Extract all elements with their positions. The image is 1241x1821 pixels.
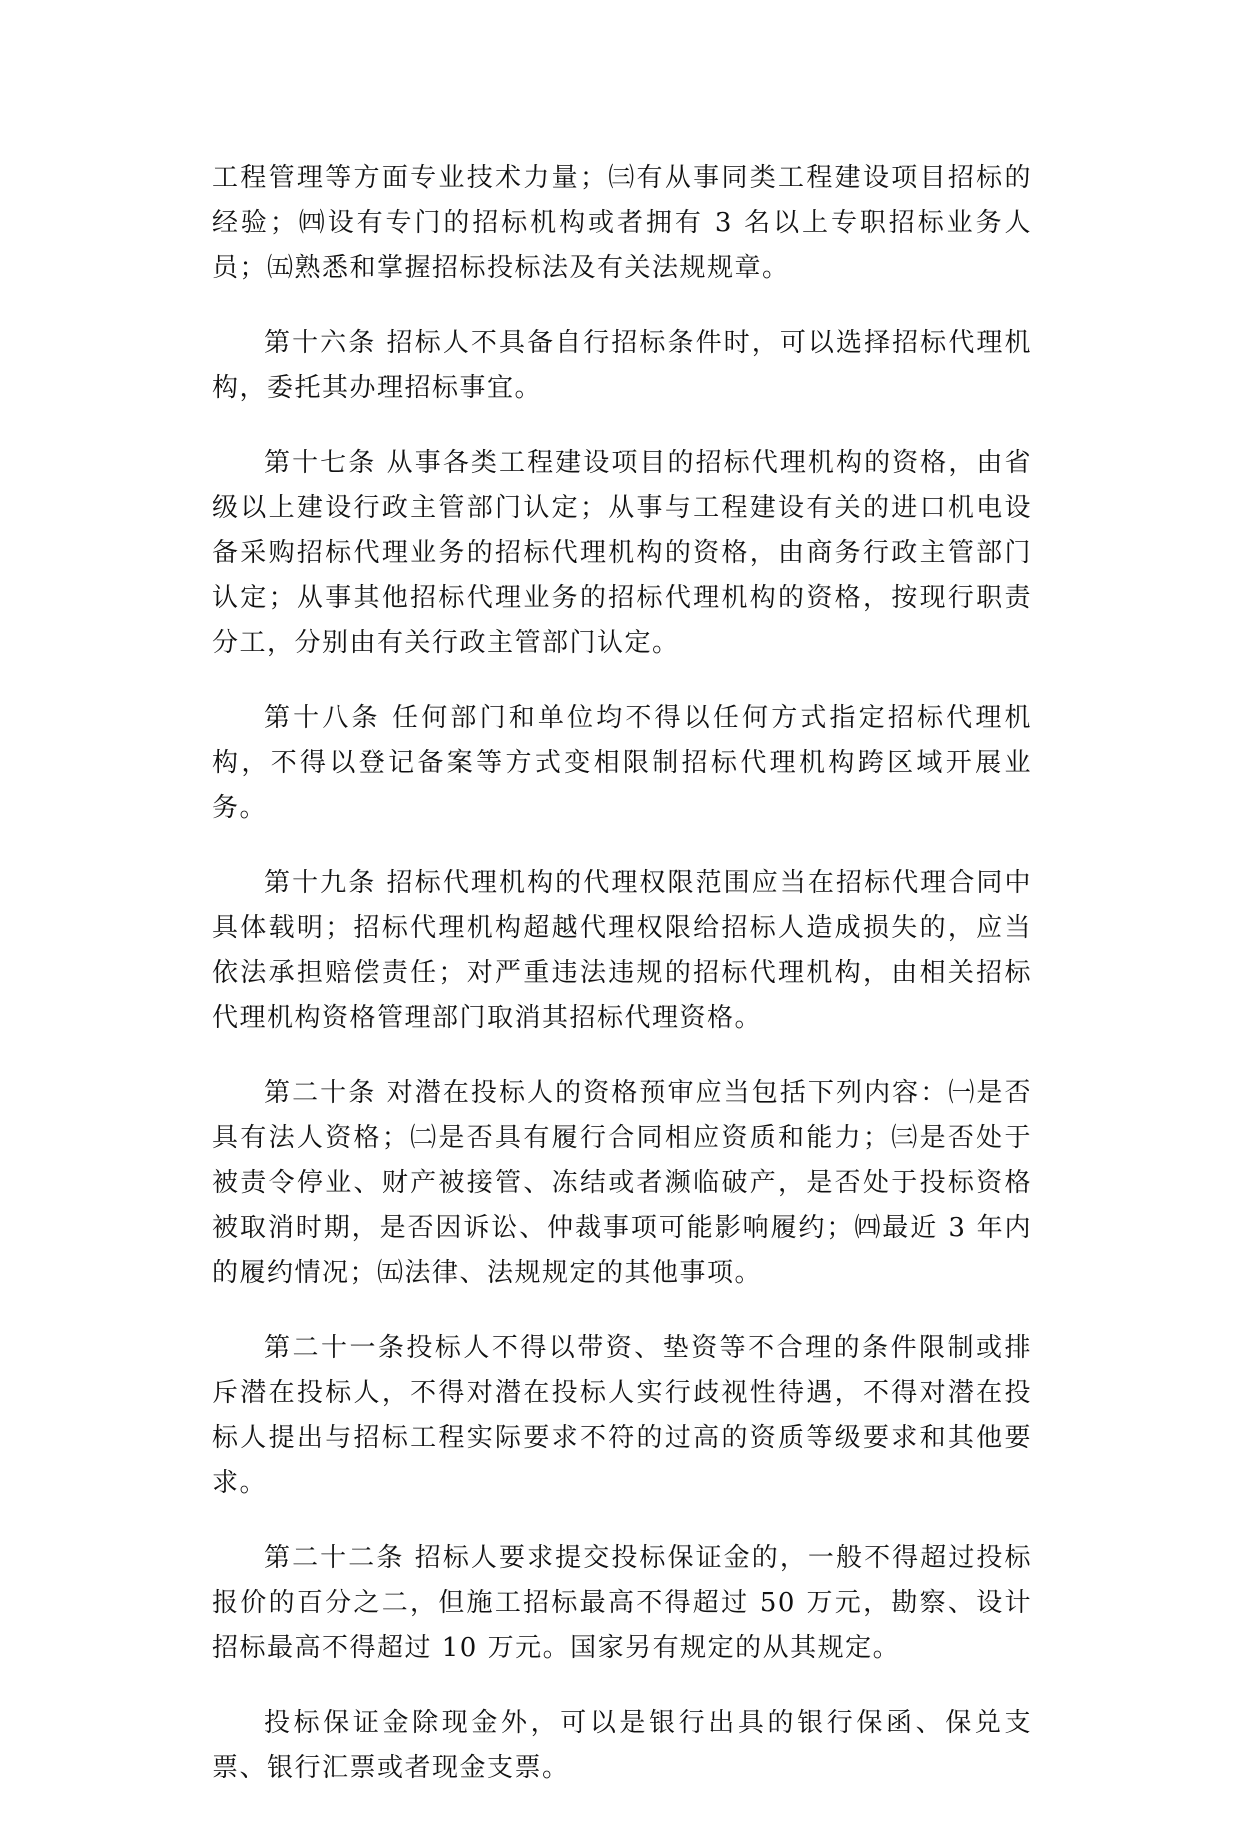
paragraph-continued: 工程管理等方面专业技术力量；㈢有从事同类工程建设项目招标的经验；㈣设有专门的招标机构或者拥有 3 名以上专职招标业务人员；㈤熟悉和掌握招标投标法及有关法规规章。: [212, 163, 1032, 283]
article-22-continuation-paragraph: 投标保证金除现金外，可以是银行出具的银行保函、保兑支票、银行汇票或者现金支票。: [212, 1708, 1032, 1783]
article-17-paragraph: 第十七条 从事各类工程建设项目的招标代理机构的资格，由省级以上建设行政主管部门认定；从事与工程建设有关的进口机电设备采购招标代理业务的招标代理机构的资格，由商务行政主管部门认定；从事其他招标代理业务的招标代理机构的资格，按现行职责分工，分别由有关行政主管部门认定。: [212, 448, 1032, 658]
article-20-paragraph: 第二十条 对潜在投标人的资格预审应当包括下列内容：㈠是否具有法人资格；㈡是否具有履行合同相应资质和能力；㈢是否处于被责令停业、财产被接管、冻结或者濒临破产，是否处于投标资格被取消时期，是否因诉讼、仲裁事项可能影响履约；㈣最近 3 年内的履约情况；㈤法律、法规规定的其他事项。: [212, 1078, 1032, 1288]
document-body: [212, 156, 1032, 1821]
article-22-paragraph: 第二十二条 招标人要求提交投标保证金的，一般不得超过投标报价的百分之二，但施工招标最高不得超过 50 万元，勘察、设计招标最高不得超过 10 万元。国家另有规定的从其规定。: [212, 1543, 1032, 1663]
article-18-paragraph: 第十八条 任何部门和单位均不得以任何方式指定招标代理机构，不得以登记备案等方式变相限制招标代理机构跨区域开展业务。: [212, 703, 1032, 823]
article-16-paragraph: 第十六条 招标人不具备自行招标条件时，可以选择招标代理机构，委托其办理招标事宜。: [212, 328, 1032, 403]
article-19-paragraph: 第十九条 招标代理机构的代理权限范围应当在招标代理合同中具体载明；招标代理机构超越代理权限给招标人造成损失的，应当依法承担赔偿责任；对严重违法违规的招标代理机构，由相关招标代理机构资格管理部门取消其招标代理资格。: [212, 868, 1032, 1033]
article-21-paragraph: 第二十一条投标人不得以带资、垫资等不合理的条件限制或排斥潜在投标人，不得对潜在投标人实行歧视性待遇，不得对潜在投标人提出与招标工程实际要求不符的过高的资质等级要求和其他要求。: [212, 1333, 1032, 1498]
